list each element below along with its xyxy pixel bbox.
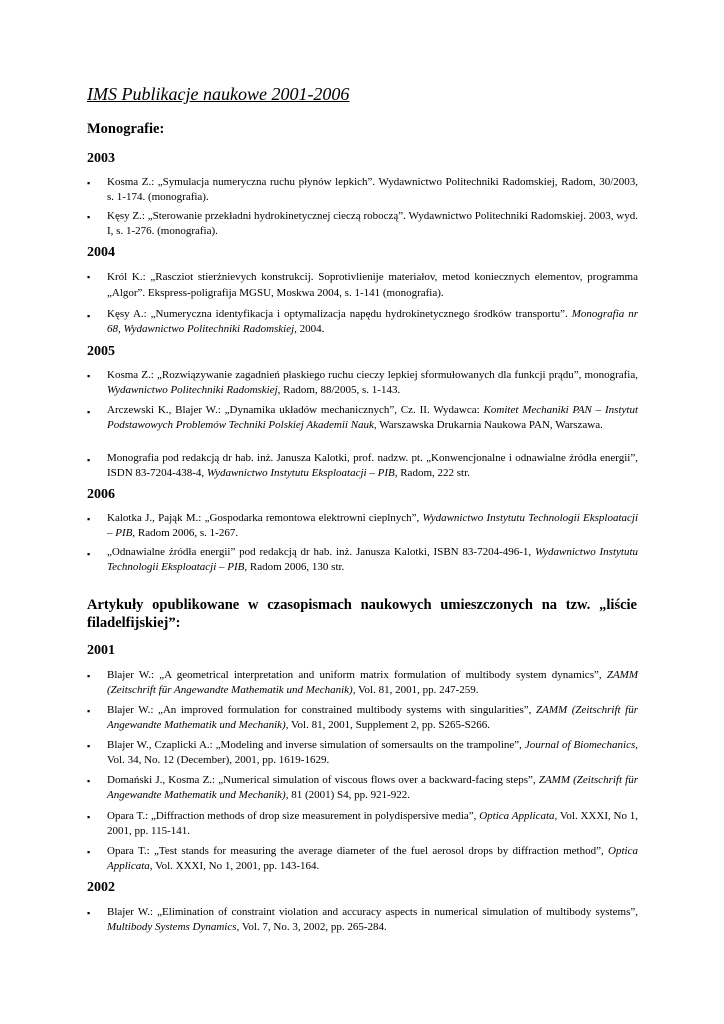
publication-entry bbox=[107, 368, 638, 398]
publication-entry bbox=[107, 809, 638, 839]
italic-segment: Journal of Biomechanics, bbox=[524, 739, 639, 751]
italic-segment: Wydawnictwo Instytutu Technologii Eksploatacji – PIB bbox=[107, 512, 639, 539]
text-segment: Vol. XXXI, No 1, 2001, pp. 143-164. bbox=[152, 860, 320, 872]
text-segment: Kosma Z.: „Rozwiązywanie zagadnień płaskiego ruchu cieczy lepkiej sformułowanych dla funkcji prądu”, monografia, bbox=[107, 369, 638, 381]
publication-entry bbox=[107, 209, 638, 239]
bullet-icon: ▪ bbox=[87, 776, 91, 786]
italic-segment: Wydawnictwo Politechniki Radomskiej, bbox=[107, 384, 281, 396]
document-title: IMS Publikacje naukowe 2001-2006 bbox=[87, 84, 350, 104]
text-segment: Kosma Z.: „Symulacja numeryczna ruchu płynów lepkich”. Wydawnictwo Politechniki Radomskiej, Radom, 30/2003, s. 1-174. (monografia). bbox=[107, 176, 638, 203]
italic-segment: ZAMM (Zeitschrift für Angewandte Mathematik und Mechanik), bbox=[107, 704, 638, 731]
text-segment: Kęsy A.: „Numeryczna identyfikacja i optymalizacja napędu hydrokinetycznego środków transportu”. bbox=[107, 308, 572, 320]
publication-entry bbox=[107, 703, 638, 733]
text-segment: Vol. 34, No. 12 (December), 2001, pp. 1619-1629. bbox=[107, 754, 330, 766]
italic-segment: Optica Applicata, bbox=[107, 845, 638, 872]
publication-entry bbox=[107, 844, 638, 874]
text-segment: Domański J., Kosma Z.: „Numerical simulation of viscous flows over a backward-facing steps”, bbox=[107, 774, 539, 786]
text-segment: Vol. 7, No. 3, 2002, pp. 265-284. bbox=[239, 921, 387, 933]
year-heading-2002: 2002 bbox=[87, 880, 115, 895]
text-segment: Vol. 81, 2001, Supplement 2, pp. S265-S266. bbox=[288, 719, 491, 731]
text-segment: , Radom 2006, s. 1-267. bbox=[132, 527, 239, 539]
monografie-heading: Monografie: bbox=[87, 121, 165, 137]
bullet-icon: ▪ bbox=[87, 311, 91, 321]
text-segment: Opara T.: „Test stands for measuring the average diameter of the fuel aerosol drops by diffraction method”, bbox=[107, 845, 609, 857]
text-segment: Vol. XXXI, No 1, 2001, pp. 115-141. bbox=[107, 810, 639, 837]
year-heading-2003: 2003 bbox=[87, 151, 115, 166]
text-segment: Kęsy Z.: „Sterowanie przekładni hydrokinetycznej cieczą roboczą”. Wydawnictwo Politechniki Radomskiej. 2003, wyd. I, s. 1-276. (monografia). bbox=[107, 210, 638, 237]
publication-entry bbox=[107, 307, 638, 337]
publication-entry bbox=[107, 403, 638, 433]
publication-entry bbox=[107, 175, 638, 205]
articles-heading: Artykuły opublikowane w czasopismach naukowych umieszczonych na tzw. „liście filadelfijskiej”: bbox=[87, 597, 637, 631]
italic-segment: Multibody Systems Dynamics, bbox=[107, 921, 240, 933]
publication-entry bbox=[107, 773, 638, 803]
bullet-icon: ▪ bbox=[87, 455, 91, 465]
publication-entry bbox=[107, 451, 638, 481]
italic-segment: Monografia nr 68, Wydawnictwo Politechniki Radomskiej, bbox=[107, 308, 638, 335]
bullet-icon: ▪ bbox=[87, 407, 91, 417]
bullet-icon: ▪ bbox=[87, 212, 91, 222]
italic-segment: Wydawnictwo Instytutu Technologii Eksploatacji – PIB bbox=[107, 546, 638, 573]
bullet-icon: ▪ bbox=[87, 514, 91, 524]
publication-entry bbox=[107, 738, 638, 768]
text-segment: Kalotka J., Pająk M.: „Gospodarka remontowa elektrowni cieplnych”, bbox=[107, 512, 423, 524]
text-segment: Blajer W.: „Elimination of constraint violation and accuracy aspects in numerical simulation of multibody systems”, bbox=[107, 906, 638, 918]
text-segment: , Radom 2006, 130 str. bbox=[244, 561, 345, 573]
italic-segment: ZAMM (Zeitschrift für Angewandte Mathematik und Mechanik), bbox=[107, 774, 638, 801]
publication-entry bbox=[107, 269, 638, 301]
bullet-icon: ▪ bbox=[87, 371, 91, 381]
text-segment: 81 (2001) S4, pp. 921-922. bbox=[288, 789, 411, 801]
year-heading-2005: 2005 bbox=[87, 344, 115, 359]
publication-entry bbox=[107, 668, 638, 698]
year-heading-2001: 2001 bbox=[87, 643, 115, 658]
publication-entry bbox=[107, 905, 638, 935]
italic-segment: Komitet Mechaniki PAN – Instytut Podstawowych Problemów Techniki Polskiej Akademii Nauk, bbox=[107, 404, 638, 431]
bullet-icon: ▪ bbox=[87, 671, 91, 681]
bullet-icon: ▪ bbox=[87, 549, 91, 559]
text-segment: „Odnawialne źródła energii” pod redakcją dr hab. inż. Janusza Kalotki, ISBN 83-7204-496-1, bbox=[107, 546, 535, 558]
text-segment: 2004. bbox=[296, 323, 325, 335]
text-segment: Blajer W.: „An improved formulation for constrained multibody systems with singularities”, bbox=[107, 704, 536, 716]
italic-segment: ZAMM (Zeitschrift für Angewandte Mathematik und Mechanik), bbox=[107, 669, 638, 696]
publication-entry bbox=[107, 511, 638, 541]
bullet-icon: ▪ bbox=[87, 847, 91, 857]
text-segment: Radom, 88/2005, s. 1-143. bbox=[280, 384, 401, 396]
publication-entry bbox=[107, 545, 638, 575]
italic-segment: Wydawnictwo Instytutu Eksploatacji – PIB bbox=[206, 467, 395, 479]
text-segment: Blajer W., Czaplicki A.: „Modeling and inverse simulation of somersaults on the trampoline”, bbox=[107, 739, 525, 751]
text-segment: , Radom, 222 str. bbox=[394, 467, 470, 479]
text-segment: Król K.: „Rasczіot stierżnievych konstrukcij. Soprotivlienije materiałov, metod koniecznych elementov, programma „Algor”. Ekspress-poligrafija MGSU, Moskwa 2004, s. 1-141 (monografia). bbox=[107, 271, 638, 299]
text-segment: Arczewski K., Blajer W.: „Dynamika układów mechanicznych”, Cz. II. Wydawca: bbox=[107, 404, 484, 416]
bullet-icon: ▪ bbox=[87, 812, 91, 822]
bullet-icon: ▪ bbox=[87, 741, 91, 751]
bullet-icon: ▪ bbox=[87, 908, 91, 918]
year-heading-2004: 2004 bbox=[87, 245, 115, 260]
year-heading-2006: 2006 bbox=[87, 487, 115, 502]
bullet-icon: ▪ bbox=[87, 272, 91, 282]
italic-segment: Optica Applicata, bbox=[479, 810, 558, 822]
bullet-icon: ▪ bbox=[87, 706, 91, 716]
text-segment: Vol. 81, 2001, pp. 247-259. bbox=[355, 684, 479, 696]
text-segment: Opara T.: „Diffraction methods of drop size measurement in polydispersive media”, bbox=[107, 810, 480, 822]
text-segment: Warszawska Drukarnia Naukowa PAN, Warszawa. bbox=[376, 419, 603, 431]
text-segment: Monografia pod redakcją dr hab. inż. Janusza Kalotki, prof. nadzw. pt. „Konwencjonalne i odnawialne źródła energii”, ISDN 83-7204-438-4, bbox=[107, 452, 638, 479]
bullet-icon: ▪ bbox=[87, 178, 91, 188]
text-segment: Blajer W.: „A geometrical interpretation and uniform matrix formulation of multibody system dynamics”, bbox=[107, 669, 607, 681]
